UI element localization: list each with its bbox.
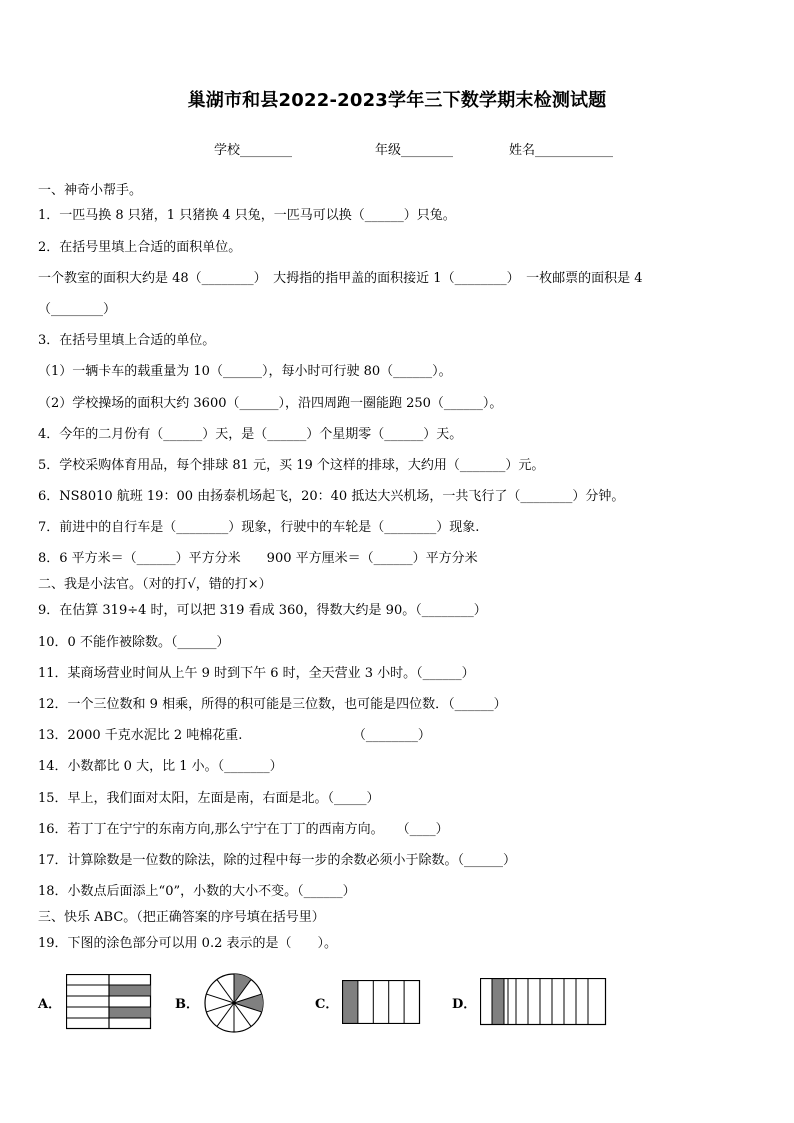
- section-1-heading: 一、神奇小帮手。: [38, 183, 143, 198]
- choice-b-figure: [203, 972, 265, 1034]
- question-5: 5．学校采购体育用品，每个排球 81 元，买 19 个这样的排球，大约用（_______）元。: [38, 458, 545, 473]
- question-2: 2．在括号里填上合适的面积单位。: [38, 240, 242, 255]
- question-3-part-1: （1）一辆卡车的载重量为 10（______），每小时可行驶 80（______）。: [38, 364, 452, 379]
- question-19: 19．下图的涂色部分可以用 0.2 表示的是（ ）。: [38, 936, 337, 951]
- choice-d-figure: [480, 978, 608, 1026]
- grade-field: 年级________: [375, 143, 454, 158]
- section-2-heading: 二、我是小法官。（对的打√，错的打×）: [38, 577, 272, 592]
- school-field: 学校________: [214, 143, 293, 158]
- choice-c-figure: [342, 980, 422, 1024]
- question-13: 13．2000 千克水泥比 2 吨棉花重. （________）: [38, 728, 431, 743]
- choice-a-label: A．: [38, 997, 62, 1012]
- question-15: 15．早上，我们面对太阳，左面是南，右面是北。（_____）: [38, 791, 380, 806]
- question-9: 9．在估算 319÷4 时，可以把 319 看成 360，得数大约是 90。（________）: [38, 603, 487, 618]
- question-10: 10．0 不能作被除数。（______）: [38, 635, 230, 650]
- question-7: 7．前进中的自行车是（________）现象，行驶中的车轮是（________）现象.: [38, 520, 480, 535]
- question-3: 3．在括号里填上合适的单位。: [38, 333, 216, 348]
- question-18: 18．小数点后面添上“0”，小数的大小不变。（______）: [38, 884, 356, 899]
- question-8: 8．6 平方米＝（______）平方分米 900 平方厘米＝（______）平方分米: [38, 551, 478, 566]
- question-4: 4．今年的二月份有（______）天，是（______）个星期零（______）天。: [38, 427, 463, 442]
- question-2-line-2: （________）: [38, 302, 117, 317]
- question-6: 6．NS8010 航班 19：00 由扬泰机场起飞，20：40 抵达大兴机场，一共飞行了（________）分钟。: [38, 489, 625, 504]
- question-19-choices: [0, 972, 794, 1032]
- choice-c-label: C．: [315, 997, 339, 1012]
- choice-b-label: B．: [175, 997, 199, 1012]
- choice-a-figure: [66, 974, 152, 1030]
- question-1: 1．一匹马换 8 只猪，1 只猪换 4 只兔，一匹马可以换（______）只兔。: [38, 208, 456, 223]
- section-3-heading: 三、快乐 ABC。（把正确答案的序号填在括号里）: [38, 910, 325, 925]
- question-2-line-1: 一个教室的面积大约是 48（________） 大拇指的指甲盖的面积接近 1（________） 一枚邮票的面积是 4: [38, 271, 643, 286]
- name-field: 姓名____________: [509, 143, 614, 158]
- choice-d-label: D．: [452, 997, 477, 1012]
- question-17: 17．计算除数是一位数的除法，除的过程中每一步的余数必须小于除数。（______）: [38, 853, 517, 868]
- question-3-part-2: （2）学校操场的面积大约 3600（______），沿四周跑一圈能跑 250（______）。: [38, 396, 503, 411]
- question-11: 11．某商场营业时间从上午 9 时到下午 6 时，全天营业 3 小时。（______）: [38, 666, 475, 681]
- question-12: 12．一个三位数和 9 相乘，所得的积可能是三位数，也可能是四位数．（______）: [38, 697, 507, 712]
- question-16: 16．若丁丁在宁宁的东南方向,那么宁宁在丁丁的西南方向。 （____）: [38, 822, 449, 837]
- question-14: 14．小数都比 0 大，比 1 小。（_______）: [38, 759, 283, 774]
- page-title: 巢湖市和县2022-2023学年三下数学期末检测试题: [187, 90, 607, 111]
